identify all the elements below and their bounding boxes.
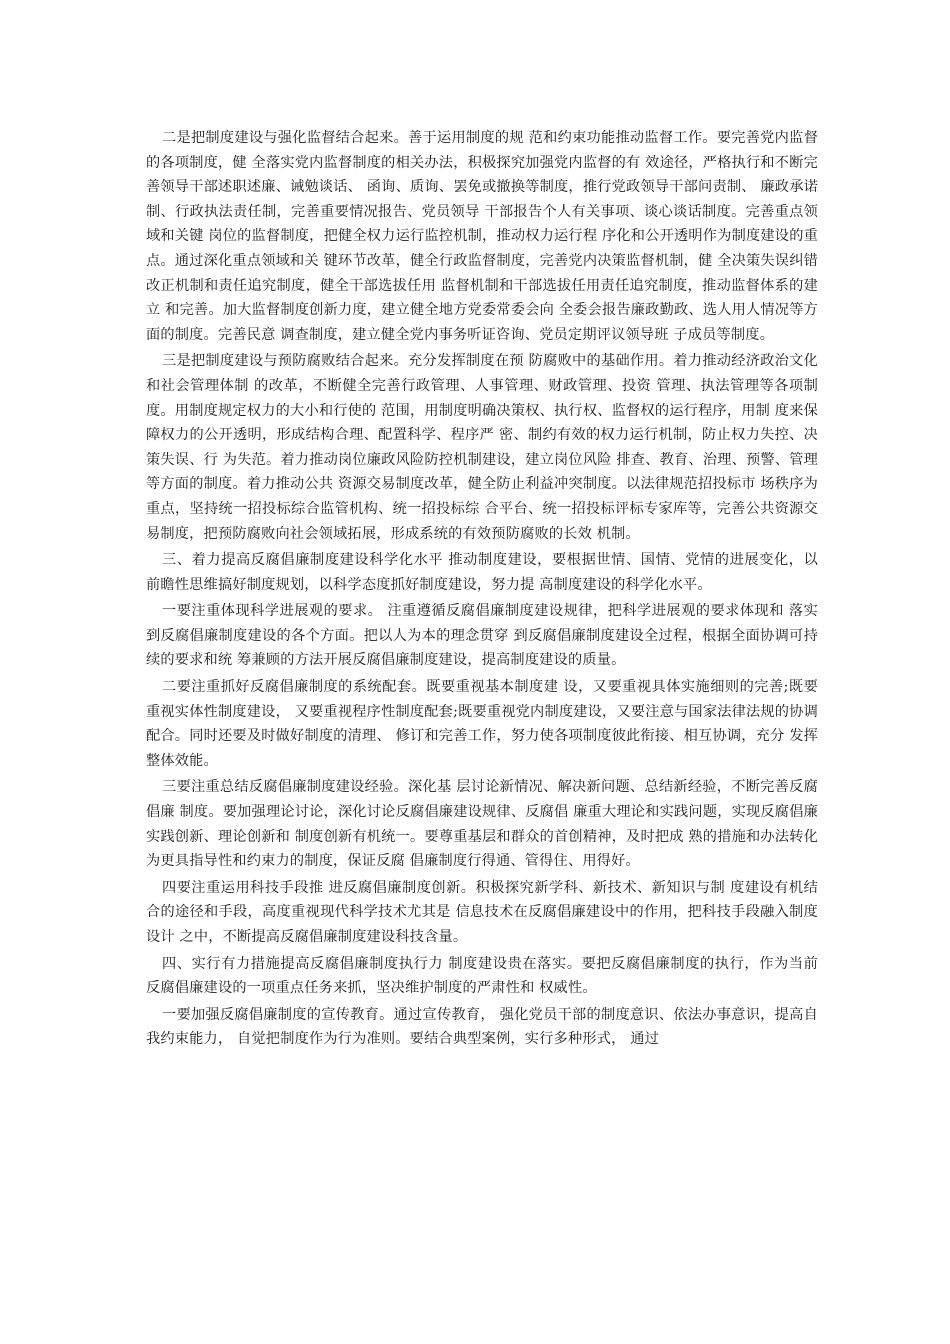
document-body <box>146 126 818 1054</box>
paragraph-scientific-outlook: 一要注重体现科学进展观的要求。 注重遵循反腐倡廉制度建设规律，把科学进展观的要求体现和 落实到反腐倡廉制度建设的各个方面。把以人为本的理念贯穿 到反腐倡廉制度建设全过程，根据全面协调可持续的要求和统 筹兼顾的方法开展反腐倡廉制度建设，提高制度建设的质量。 <box>146 603 818 669</box>
paragraph-section-four: 四、实行有力措施提高反腐倡廉制度执行力 制度建设贵在落实。要把反腐倡廉制度的执行，作为当前 反腐倡廉建设的一项重点任务来抓，坚决维护制度的严肃性和 权威性。 <box>146 955 818 997</box>
paragraph-section-three: 三、着力提高反腐倡廉制度建设科学化水平 推动制度建设，要根据世情、国情、党情的进展变化，以 前瞻性思维搞好制度规划，以科学态度抓好制度建设，努力提 高制度建设的科学化水平。 <box>146 552 818 593</box>
paragraph-prevention: 三是把制度建设与预防腐败结合起来。充分发挥制度在预 防腐败中的基础作用。着力推动经济政治文化和社会管理体制 的改革，不断健全完善行政管理、人事管理、财政管理、投资 管理、执法管理等各项制度。用制度规定权力的大小和行使的 范围，用制度明确决策权、执行权、监督权的运行程序，用制 度来保障权力的公开透明，形成结构合理、配置科学、程序严 密、制约有效的权力运行机制，防止权力失控、决策失误、行 为失范。着力推动岗位廉政风险防控机制建设，建立岗位风险 排查、教育、治理、预警、管理等方面的制度。着力推动公共 资源交易制度改革，健全防止利益冲突制度。以法律规范招投标市 场秩序为重点，坚持统一招投标综合监管机构、统一招投标综 合平台、统一招投标评标专家库等，完善公共资源交易制度，把预防腐败向社会领域拓展，形成系统的有效预防腐败的长效 机制。 <box>146 353 818 542</box>
paragraph-technology: 四要注重运用科技手段推 进反腐倡廉制度创新。积极探究新学科、新技术、新知识与制 度建设有机结合的途径和手段，高度重视现代科学技术尤其是 信息技术在反腐倡廉建设中的作用，把科技手段融入制度设计 之中，不断提高反腐倡廉制度建设科技含量。 <box>146 879 818 945</box>
paragraph-supervision: 二是把制度建设与强化监督结合起来。善于运用制度的规 范和约束功能推动监督工作。要完善党内监督的各项制度，健 全落实党内监督制度的相关办法，积极探究加强党内监督的有 效途径，严格执行和不断完善领导干部述职述廉、诫勉谈话、 函询、质询、罢免或撤换等制度，推行党政领导干部问责制、 廉政承诺制、行政执法责任制，完善重要情况报告、党员领导 干部报告个人有关事项、谈心谈话制度。完善重点领域和关键 岗位的监督制度，把健全权力运行监控机制，推动权力运行程 序化和公开透明作为制度建设的重点。通过深化重点领域和关 键环节改革，健全行政监督制度，完善党内决策监督机制，健 全决策失误纠错改正机制和责任追究制度，健全干部选拔任用 监督机制和干部选拔任用责任追究制度，推动监督体系的建立 和完善。加大监督制度创新力度，建立健全地方党委常委会向 全委会报告廉政勤政、选人用人情况等方面的制度。完善民意 调查制度，建立健全党内事务听证咨询、党员定期评议领导班 子成员等制度。 <box>146 130 818 343</box>
paragraph-system-matching: 二要注重抓好反腐倡廉制度的系统配套。既要重视基本制度建 设，又要重视具体实施细则的完善;既要重视实体性制度建设， 又要重视程序性制度配套;既要重视党内制度建设，又要注意与国家法律法规的协调配合。同时还要及时做好制度的清理、 修订和完善工作，努力使各项制度彼此衔接、相互协调，充分 发挥整体效能。 <box>146 679 818 769</box>
paragraph-publicity: 一要加强反腐倡廉制度的宣传教育。通过宣传教育， 强化党员干部的制度意识、依法办事意识，提高自我约束能力， 自觉把制度作为行为准则。要结合典型案例，实行多种形式， 通过 <box>146 1006 818 1048</box>
paragraph-experience: 三要注重总结反腐倡廉制度建设经验。深化基 层讨论新情况、解决新问题、总结新经验，不断完善反腐倡廉 制度。要加强理论讨论，深化讨论反腐倡廉建设规律、反腐倡 廉重大理论和实践问题，实现反腐倡廉实践创新、理论创新和 制度创新有机统一。要尊重基层和群众的首创精神，及时把成 熟的措施和办法转化为更具指导性和约束力的制度，保证反腐 倡廉制度行得通、管得住、用得好。 <box>146 779 818 870</box>
